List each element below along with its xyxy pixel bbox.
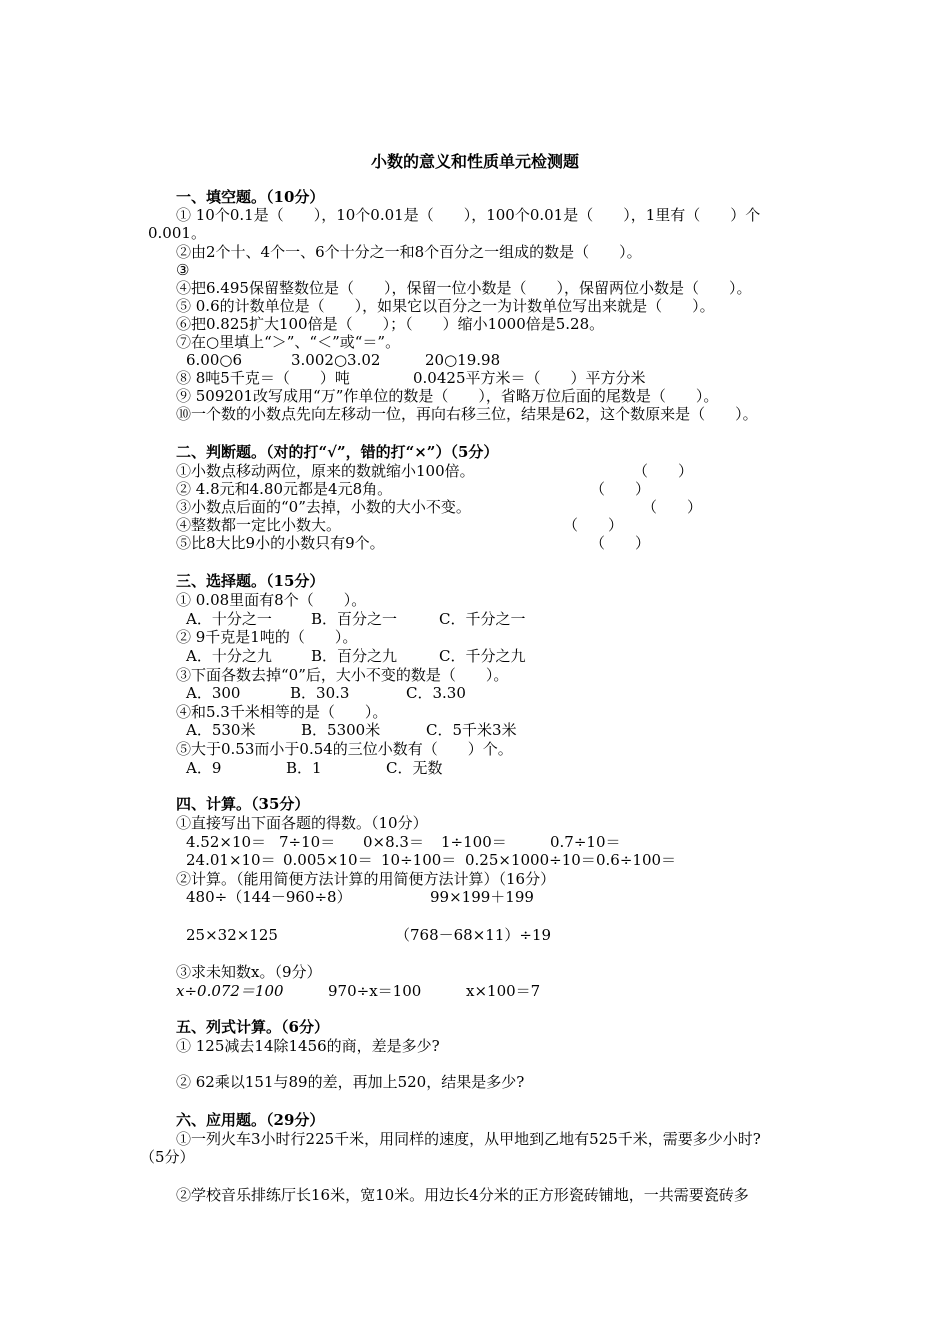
s1-item-8b: 0.0425平方米＝（ ）平方分米 — [413, 369, 646, 387]
s2-item-1: ①小数点移动两位，原来的数就缩小100倍。 — [176, 462, 475, 480]
s3-q3: ③下面各数去掉“0”后，大小不变的数是（ ）。 — [176, 666, 509, 684]
s4-compute-3: 25×32×125 — [186, 926, 278, 944]
s4-calc: 0×8.3＝ — [363, 833, 424, 851]
s1-item-4: ④把6.495保留整数位是（ ），保留一位小数是（ ），保留两位小数是（ ）。 — [176, 279, 752, 297]
s1-item-8a: ⑧ 8吨5千克＝（ ）吨 — [176, 369, 350, 387]
s4-calc: 1÷100＝ — [441, 833, 507, 851]
s6-q2: ②学校音乐排练厅长16米，宽10米。用边长4分米的正方形瓷砖铺地，一共需要瓷砖多 — [176, 1186, 749, 1204]
s1-compare-b: 3.002○3.02 — [291, 351, 381, 369]
s3-q4-a[interactable]: A．530米 — [186, 721, 256, 739]
s3-q2-a[interactable]: A．十分之九 — [186, 647, 272, 665]
s3-q5: ⑤大于0.53而小于0.54的三位小数有（ ）个。 — [176, 740, 513, 758]
s4-calc: 4.52×10＝ — [186, 833, 267, 851]
s4-calc: 0.005×10＝ — [283, 851, 373, 869]
s4-equation-2: 970÷x＝100 — [328, 982, 422, 1000]
s3-q2: ② 9千克是1吨的（ ）。 — [176, 628, 358, 646]
s3-q4-c[interactable]: C．5千米3米 — [426, 721, 517, 739]
s4-equation-3: x×100＝7 — [466, 982, 541, 1000]
s3-q5-a[interactable]: A．9 — [186, 759, 222, 777]
s1-item-2: ②由2个十、4个一、6个十分之一和8个百分之一组成的数是（ ）。 — [176, 243, 642, 261]
s4-calc: 7÷10＝ — [279, 833, 336, 851]
s1-item-7: ⑦在○里填上“＞”、“＜”或“＝”。 — [176, 333, 401, 351]
s2-mark-1[interactable]: （ ） — [633, 462, 694, 480]
s1-item-10: ⑩一个数的小数点先向左移动一位，再向右移三位，结果是62，这个数原来是（ ）。 — [176, 405, 758, 423]
s3-q2-b[interactable]: B．百分之九 — [311, 647, 398, 665]
s3-q1-c[interactable]: C．千分之一 — [439, 610, 526, 628]
s4-part-3: ③求未知数x。（9分） — [176, 963, 322, 981]
s2-item-3: ③小数点后面的“0”去掉，小数的大小不变。 — [176, 498, 471, 516]
section-2-heading: 二、判断题。（对的打“√”，错的打“×”）（5分） — [176, 443, 499, 461]
s6-q1: ①一列火车3小时行225千米，用同样的速度，从甲地到乙地有525千米，需要多少小时? — [176, 1130, 761, 1148]
s4-calc: 0.6÷100＝ — [596, 851, 677, 869]
s3-q2-c[interactable]: C．千分之九 — [439, 647, 526, 665]
s2-mark-3[interactable]: （ ） — [642, 498, 703, 516]
s4-calc: 24.01×10＝ — [186, 851, 276, 869]
s1-item-1-cont: 0.001。 — [148, 224, 206, 242]
s3-q3-b[interactable]: B．30.3 — [290, 684, 350, 702]
s4-calc: 0.25×1000÷10＝ — [465, 851, 596, 869]
s4-compute-2: 99×199＋199 — [430, 888, 534, 906]
section-1-heading: 一、填空题。（10分） — [176, 188, 325, 206]
s1-compare-c: 20○19.98 — [425, 351, 501, 369]
s4-calc: 10÷100＝ — [381, 851, 457, 869]
s2-mark-4[interactable]: （ ） — [563, 516, 624, 534]
s4-part-1: ①直接写出下面各题的得数。（10分） — [176, 814, 428, 832]
s3-q5-b[interactable]: B．1 — [286, 759, 322, 777]
s3-q1-b[interactable]: B．百分之一 — [311, 610, 398, 628]
s1-item-6: ⑥把0.825扩大100倍是（ ）；（ ）缩小1000倍是5.28。 — [176, 315, 605, 333]
s4-part-2: ②计算。（能用简便方法计算的用简便方法计算）（16分） — [176, 870, 556, 888]
s2-item-2: ② 4.8元和4.80元都是4元8角。 — [176, 480, 393, 498]
s3-q4-b[interactable]: B．5300米 — [301, 721, 381, 739]
section-3-heading: 三、选择题。（15分） — [176, 572, 325, 590]
s5-q2: ② 62乘以151与89的差，再加上520，结果是多少? — [176, 1073, 525, 1091]
s1-compare-a: 6.00○6 — [186, 351, 243, 369]
s4-equation-1: x÷0.072＝100 — [176, 982, 284, 1000]
s1-item-3: ③ — [176, 261, 190, 279]
s2-mark-2[interactable]: （ ） — [590, 480, 651, 498]
s2-mark-5[interactable]: （ ） — [590, 534, 651, 552]
s3-q3-c[interactable]: C．3.30 — [406, 684, 466, 702]
s3-q1-a[interactable]: A．十分之一 — [186, 610, 272, 628]
section-4-heading: 四、计算。（35分） — [176, 795, 310, 813]
s6-q1-cont: （5分） — [140, 1148, 195, 1166]
s3-q3-a[interactable]: A．300 — [186, 684, 241, 702]
s2-item-5: ⑤比8大比9小的小数只有9个。 — [176, 534, 385, 552]
s3-q5-c[interactable]: C．无数 — [386, 759, 443, 777]
section-5-heading: 五、列式计算。（6分） — [176, 1018, 329, 1036]
s2-item-4: ④整数都一定比小数大。 — [176, 516, 342, 534]
s1-item-9: ⑨ 509201改写成用“万”作单位的数是（ ），省略万位后面的尾数是（ ）。 — [176, 387, 719, 405]
s1-item-5: ⑤ 0.6的计数单位是（ ），如果它以百分之一为计数单位写出来就是（ ）。 — [176, 297, 715, 315]
section-6-heading: 六、应用题。（29分） — [176, 1111, 325, 1129]
s5-q1: ① 125减去14除1456的商，差是多少? — [176, 1037, 440, 1055]
s3-q4: ④和5.3千米相等的是（ ）。 — [176, 703, 388, 721]
s4-compute-1: 480÷（144－960÷8） — [186, 888, 352, 906]
s1-item-1: ① 10个0.1是（ ），10个0.01是（ ），100个0.01是（ ），1里有（ ）个 — [176, 206, 761, 224]
page-title: 小数的意义和性质单元检测题 — [370, 152, 579, 171]
s3-q1: ① 0.08里面有8个（ ）。 — [176, 591, 367, 609]
s4-calc: 0.7÷10＝ — [550, 833, 621, 851]
s4-compute-4: （768－68×11）÷19 — [395, 926, 552, 944]
